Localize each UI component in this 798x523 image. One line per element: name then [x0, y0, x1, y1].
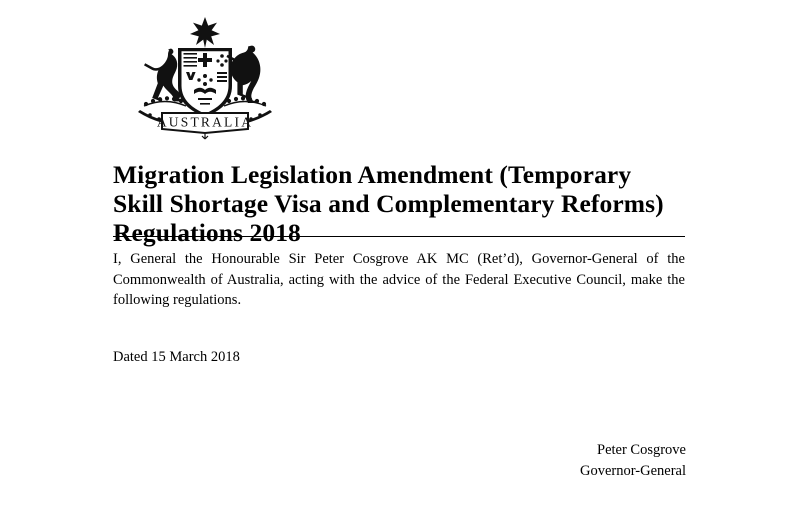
dated-line: Dated 15 March 2018 [113, 349, 240, 365]
signatory-role: Governor-General [580, 463, 686, 479]
document-title: Migration Legislation Amendment (Temporary Skill Shortage Visa and Complementary Reforms) Regulations 2018 [113, 160, 664, 247]
svg-text:AUSTRALIA: AUSTRALIA [156, 114, 254, 130]
title-divider [113, 236, 685, 237]
signature-block [386, 440, 686, 482]
australian-coat-of-arms-icon [110, 14, 300, 140]
signatory-name: Peter Cosgrove [597, 442, 686, 458]
preamble-paragraph: I, General the Honourable Sir Peter Cosgrove AK MC (Ret’d), Governor-General of the Commonwealth of Australia, acting with the advice of the Federal Executive Council, make the following regulations. [113, 251, 685, 308]
